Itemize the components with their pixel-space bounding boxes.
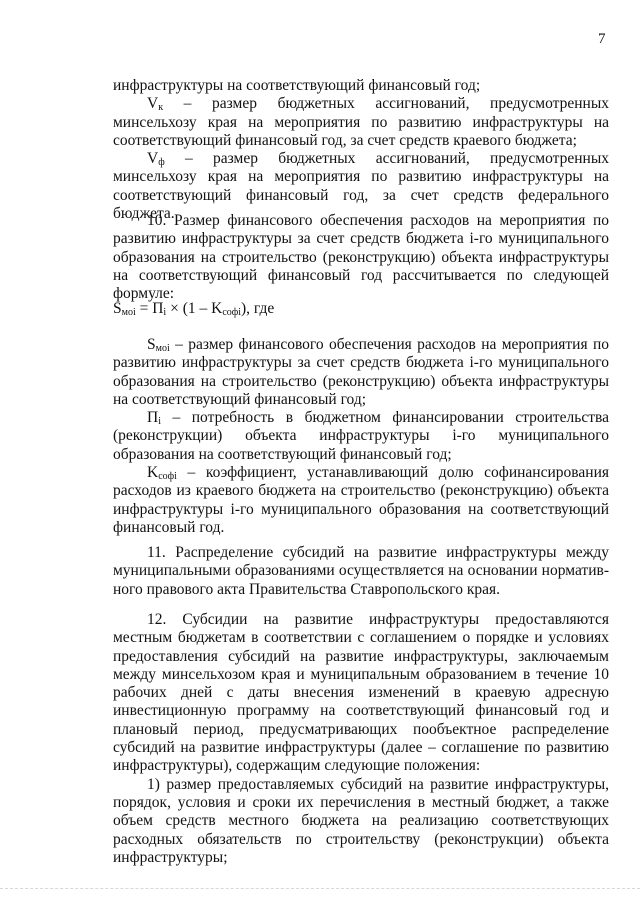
page-number: 7	[598, 31, 606, 47]
paragraph-10	[113, 212, 609, 303]
definition-p: $П_i$ – потребность в бюджетном финансировании строительства (реконструкции) объекта инфраструктуры i-го муниципального образования на соответствующий финансовый год;	[113, 409, 609, 463]
text-top	[113, 77, 609, 223]
definition-vk: $V_к$ – размер бюджетных ассигнований, предусмотренных минсельхозу края на мероприятия по развитию инфраструктуры на соответствующий финансовый год, за счет средств краевого бюджета;	[113, 95, 609, 149]
paragraph-12	[113, 611, 609, 867]
paragraph-11-text: 11. Распределение субсидий на развитие инфраструктуры между муниципальными образованиями осуществляется на основании нормативного правового акта Правительства Ставропольского края.	[113, 544, 609, 598]
paragraph-continuation: инфраструктуры на соответствующий финансовый год;	[113, 77, 481, 94]
definition-s: $S_{моi}$ – размер финансового обеспечения расходов на мероприятия по развитию инфраструктуры за счет средств бюджета i-го муниципального образования на строительство (реконструкцию) объекта инфраструктуры на соответствующий финансовый год;	[113, 336, 609, 408]
definitions	[113, 336, 609, 537]
paragraph-12-text: 12. Субсидии на развитие инфраструктуры предоставляются местным бюджетам в соответствии с соглашением о порядке и условиях предоставления субсидий на развитие инфраструктуры, заключаемым между минсельхозом края и муниципальным образованием в течение 10 рабочих дней с даты внесения изменений в краевую адресную инвестиционную программу на соответствующий финансовый год и плановый период, предусматривающих пообъектное распределение субсидий на развитие инфраструктуры (далее – соглашение по развитию инфраструктуры), содержащим следующие положения:	[113, 611, 609, 775]
paragraph-11	[113, 544, 609, 599]
list-item-1: 1) размер предоставляемых субсидий на развитие инфраструктуры, порядок, условия и сроки их перечисления в местный бюджет, а также объем средств местного бюджета на реализацию соответствующих расходных обязательств по строительству (реконструкции) объекта инфраструктуры;	[113, 775, 609, 866]
definition-vf: $V_ф$ – размер бюджетных ассигнований, предусмотренных минсельхозу края на мероприятия по развитию инфраструктуры на соответствующий финансовый год, за счет средств федерального бюджета.	[113, 150, 609, 223]
paragraph-10-text: 10. Размер финансового обеспечения расходов на мероприятия по развитию инфраструктуры за счет средств бюджета i-го муниципального образования на строительство (реконструкцию) объекта инфраструктуры на соответствующий финансовый год рассчитывается по следующей формуле:	[113, 212, 609, 303]
definition-k: $K_{софi}$ – коэффициент, устанавливающий долю софинансирования расходов из краевого бюджета на строительство (реконструкцию) объекта инфраструктуры i-го муниципального образования на соответствующий финансовый год.	[113, 464, 609, 536]
formula	[113, 300, 609, 318]
scan-edge-marks	[0, 888, 640, 891]
formula-text: $S_{моi} = П_i \times (1 - K_{софi})$, где	[113, 300, 275, 318]
